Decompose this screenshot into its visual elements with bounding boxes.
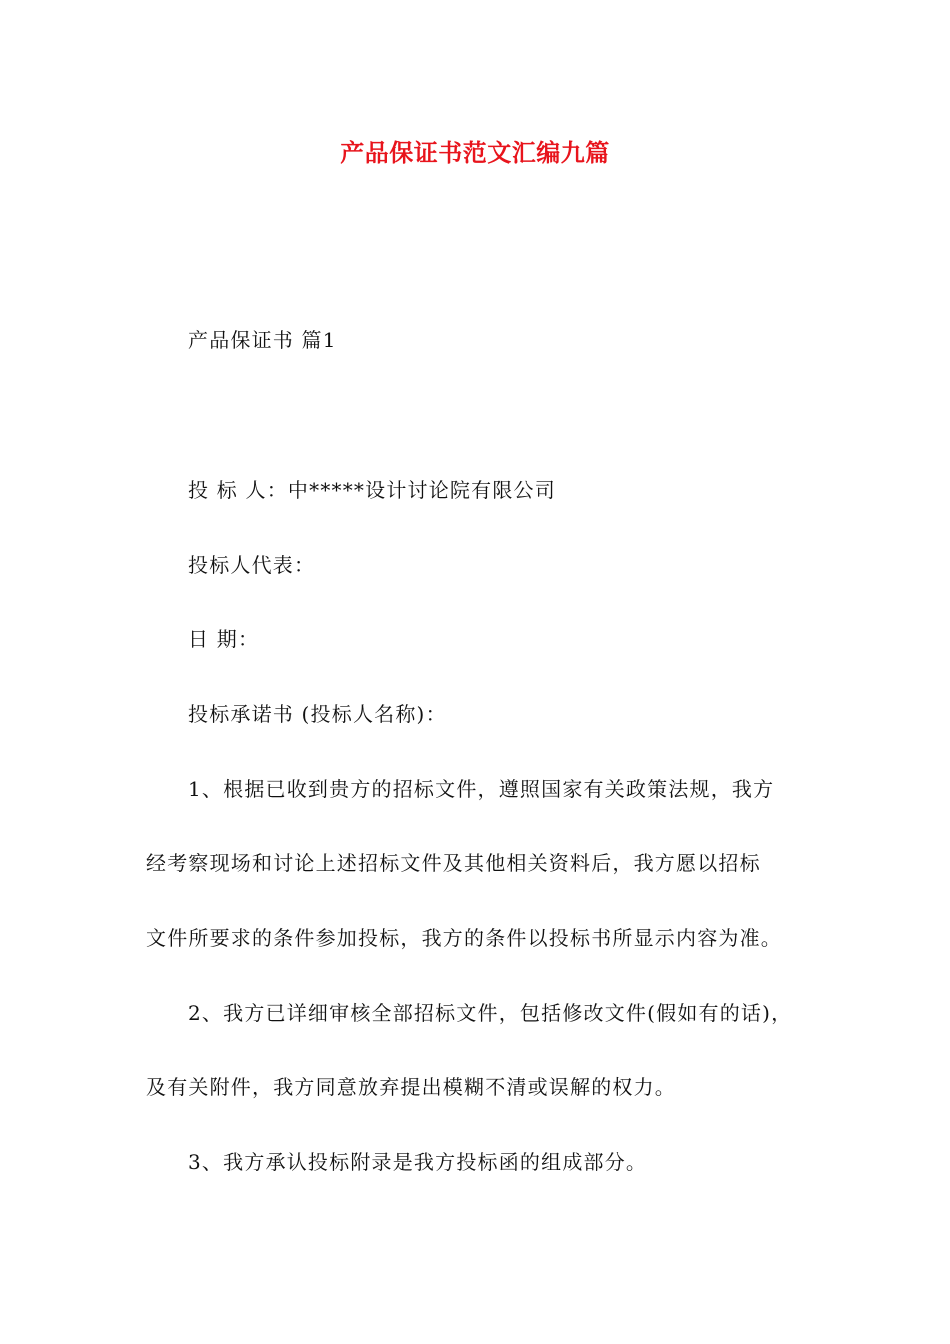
commitment-heading: 投标承诺书 (投标人名称)： [188,702,447,726]
paragraph-2-line-2: 及有关附件，我方同意放弃提出模糊不清或误解的权力。 [146,1075,676,1099]
representative-line: 投标人代表： [188,553,316,577]
date-line: 日 期： [188,627,260,651]
paragraph-1-line-1: 1、根据已收到贵方的招标文件，遵照国家有关政策法规，我方 [188,777,775,801]
bidder-line: 投 标 人：中*****设计讨论院有限公司 [188,478,556,502]
paragraph-1-line-3: 文件所要求的条件参加投标，我方的条件以投标书所显示内容为准。 [146,926,782,950]
paragraph-1-line-2: 经考察现场和讨论上述招标文件及其他相关资料后，我方愿以招标 [146,851,761,875]
paragraph-2-line-1: 2、我方已详细审核全部招标文件，包括修改文件(假如有的话)， [188,1001,793,1025]
document-title: 产品保证书范文汇编九篇 [340,139,610,167]
paragraph-3-line-1: 3、我方承认投标附录是我方投标函的组成部分。 [188,1150,648,1174]
section-heading: 产品保证书 篇1 [188,328,337,352]
